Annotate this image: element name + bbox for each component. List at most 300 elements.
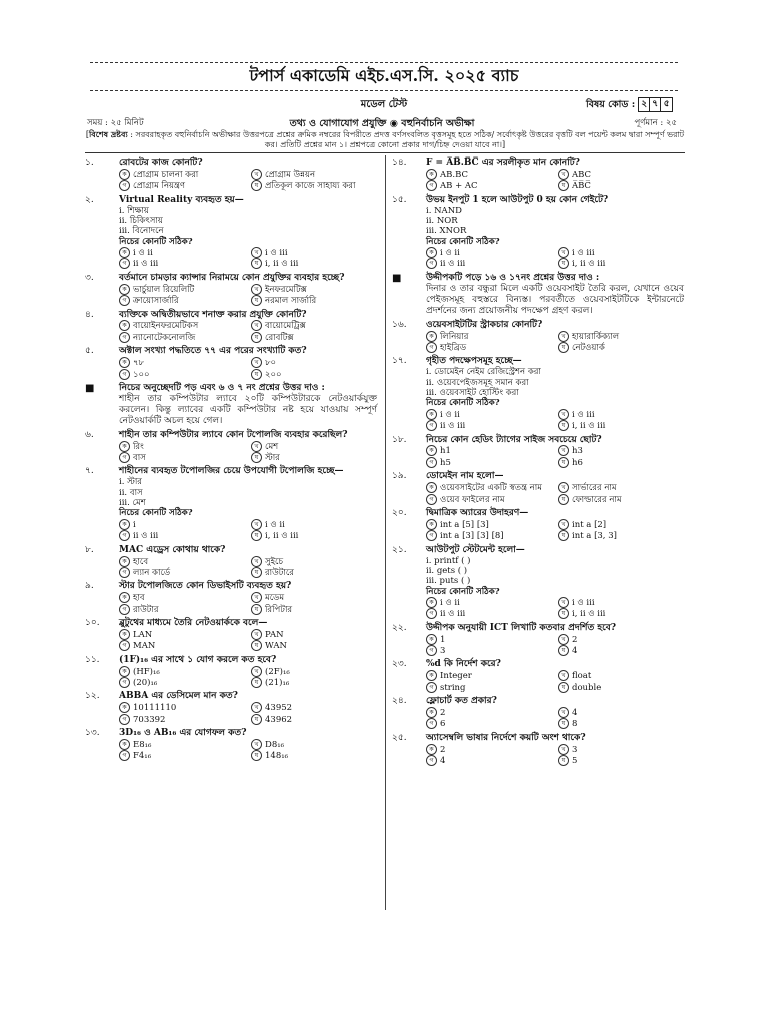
question-body [119, 728, 377, 762]
answer-option [251, 750, 377, 761]
option-text: ii ও iii [440, 609, 466, 620]
question-body [119, 466, 377, 541]
answer-option [558, 707, 684, 718]
answer-option [558, 682, 684, 693]
answer-option [119, 357, 245, 368]
answer-option [119, 640, 245, 651]
answer-options [426, 445, 684, 468]
option-text: প্রোগ্রাম চালনা করা [133, 169, 199, 180]
answer-options [119, 739, 377, 762]
statement-item: ii. বাস [119, 487, 143, 498]
option-mark-circle: ঘ [558, 342, 569, 353]
option-text: 5 [572, 756, 578, 767]
option-mark-circle: খ [251, 247, 262, 258]
question-item [392, 435, 684, 469]
statement-item: ii. gets ( ) [426, 565, 468, 576]
option-mark-circle: গ [426, 682, 437, 693]
option-mark-circle: গ [426, 342, 437, 353]
question-text: ব্লুটুথের মাধ্যমে তৈরি নেটওয়ার্ককে বলে— [119, 617, 268, 628]
question-item [392, 356, 684, 431]
option-mark-circle: গ [426, 755, 437, 766]
answer-option [119, 702, 245, 713]
answer-option [251, 332, 377, 343]
question-text: উভয় ইনপুট 1 হলে আউটপুট 0 হয় কোন গেইটে? [426, 194, 609, 205]
answer-option [119, 519, 245, 530]
option-text: (2F)₁₆ [265, 666, 290, 677]
answer-option [251, 739, 377, 750]
statement-item: ii. চিকিৎসায় [119, 216, 163, 227]
answer-option [426, 670, 552, 681]
answer-options [119, 592, 377, 615]
option-text: i ও ii [440, 597, 460, 608]
question-text: শাহীন তার কম্পিউটার ল্যাবে কোন টপোলজি ব্যবহার করেছিল? [119, 429, 348, 440]
answer-option [251, 530, 377, 541]
option-mark-circle: খ [251, 441, 262, 452]
option-mark-circle: খ [558, 169, 569, 180]
answer-option [251, 320, 377, 331]
answer-option [251, 519, 377, 530]
option-text: i ও ii [440, 409, 460, 420]
page-title: টপার্স একাডেমি এইচ.এস.সি. ২০২৫ ব্যাচ [249, 66, 519, 85]
option-mark-circle: ক [426, 519, 437, 530]
stimulus-paragraph: শাহীন তার কম্পিউটার ল্যাবে ২০টি কম্পিউটারকে নেটওয়ার্কযুক্ত করলেন। কিন্তু ল্যাবের একটি কম্পিউটার নষ্ট হয়ে যাওয়ায় সম্পূর্ণ নেটওয়ার্কটি অচল হয়ে গেল। [119, 393, 377, 426]
question-number: ৭. [85, 466, 94, 477]
answer-options [426, 409, 684, 432]
option-text: ii ও iii [133, 259, 159, 270]
title-dashed-rule [90, 90, 678, 91]
option-text: মেশ [265, 441, 279, 452]
option-text: নরমাল সার্জারি [265, 296, 317, 307]
option-text: ii ও iii [133, 531, 159, 542]
question-number: ২০. [392, 507, 407, 518]
question-body [119, 158, 377, 192]
answer-options [119, 320, 377, 343]
option-mark-circle: ক [119, 592, 130, 603]
which-correct-prompt: নিচের কোনটি সঠিক? [119, 508, 193, 519]
question-text: ডোমেইন নাম হলো— [426, 471, 504, 482]
option-mark-circle: ক [426, 247, 437, 258]
option-text: প্রতিকূল কাজে সাহায্য করা [265, 181, 356, 192]
option-mark-circle: ঘ [251, 750, 262, 761]
question-body [426, 320, 684, 354]
option-mark-circle: ক [426, 482, 437, 493]
option-text: 3 [572, 744, 578, 755]
answer-option [426, 420, 552, 431]
answer-option [558, 331, 684, 342]
answer-options [426, 331, 684, 354]
option-mark-circle: খ [251, 592, 262, 603]
option-text: হাবে [133, 556, 149, 567]
option-mark-circle: গ [119, 258, 130, 269]
answer-option [426, 180, 552, 191]
option-text: সার্ভারের নাম [572, 483, 617, 494]
question-item [85, 346, 377, 380]
model-test-heading: মডেল টেস্ট [360, 99, 408, 110]
option-text: i [133, 519, 136, 530]
question-text: স্টার টপোলজিতে কোন ডিভাইসটি ব্যবহৃত হয়? [119, 581, 292, 592]
question-body [119, 581, 377, 615]
statement-item: iii. মেশ [119, 498, 146, 509]
top-dashed-rule [90, 62, 678, 63]
option-mark-circle: ঘ [251, 530, 262, 541]
option-mark-circle: গ [426, 718, 437, 729]
question-text: F = A̅B̅.B̅C̅ এর সরলীকৃত মান কোনটি? [426, 158, 580, 168]
answer-options [119, 702, 377, 725]
answer-option [426, 530, 552, 541]
option-text: ৭৮ [133, 358, 145, 369]
answer-option [251, 592, 377, 603]
question-body [426, 659, 684, 693]
option-mark-circle: গ [426, 420, 437, 431]
option-mark-circle: খ [251, 629, 262, 640]
option-mark-circle: গ [119, 452, 130, 463]
answer-options [119, 629, 377, 652]
answer-option [251, 258, 377, 269]
answer-option [426, 634, 552, 645]
answer-options [426, 247, 684, 270]
option-mark-circle: ক [119, 739, 130, 750]
option-mark-circle: খ [558, 670, 569, 681]
option-text: 148₁₆ [265, 751, 289, 762]
statement-item: i. ডোমেইন নেইম রেজিস্ট্রেশন করা [426, 367, 541, 378]
option-mark-circle: খ [558, 482, 569, 493]
question-body [426, 508, 684, 542]
answer-option [119, 739, 245, 750]
option-mark-circle: ক [119, 320, 130, 331]
option-text: প্রোগ্রাম উন্নয়ন [265, 169, 316, 180]
option-text: 2 [440, 708, 446, 719]
subject-code-digit: ৭ [650, 98, 661, 111]
answer-option [251, 284, 377, 295]
option-text: ওয়েবসাইটের একটি স্বতন্ত্র নাম [440, 483, 542, 494]
option-mark-circle: ঘ [558, 718, 569, 729]
option-text: নেটওয়ার্ক [572, 343, 605, 354]
statement-item: i. NAND [426, 205, 462, 216]
option-mark-circle: গ [119, 714, 130, 725]
option-text: i, ii ও iii [265, 259, 299, 270]
option-mark-circle: ক [119, 666, 130, 677]
option-mark-circle: গ [119, 530, 130, 541]
question-number: ১৩. [85, 728, 100, 738]
answer-option [558, 169, 684, 180]
option-mark-circle: ঘ [251, 640, 262, 651]
option-mark-circle: খ [251, 284, 262, 295]
answer-option [558, 530, 684, 541]
answer-option [119, 666, 245, 677]
note-text: : সরবরাহকৃত বহুনির্বাচনি অভীক্ষার উত্তরপত্রে প্রশ্নের ক্রমিক নম্বরের বিপরীতে প্রদত্ত বর্ণসংবলিত বৃত্তসমূহ হতে সঠিক/ সর্বোৎকৃষ্ট উত্তরের বৃত্তটি বল পয়েন্ট কলম দ্বারা সম্পূর্ণ ভরাট কর। প্রতিটি প্রশ্নের মান ১। প্রশ্নপত্রে কোনো প্রকার দাগ/চিহ্ন দেওয়া যাবে না।] [127, 130, 685, 150]
option-mark-circle: ঘ [558, 530, 569, 541]
option-mark-circle: ঘ [558, 494, 569, 505]
option-text: WAN [265, 641, 287, 652]
option-text: i, ii ও iii [265, 531, 299, 542]
statement-item: i. printf ( ) [426, 555, 471, 566]
option-mark-circle: ঘ [558, 180, 569, 191]
question-text: উদ্দীপকটি পড়ে ১৬ ও ১৭নং প্রশ্নের উত্তর দাও : [426, 272, 600, 283]
question-item [85, 466, 377, 541]
question-number: ২৩. [392, 659, 407, 670]
option-mark-circle: গ [426, 645, 437, 656]
option-text: D8₁₆ [265, 739, 285, 750]
answer-option [558, 608, 684, 619]
question-text: নিচের কোন হেডিং ট্যাগের সাইজ সবচেয়ে ছোট? [426, 434, 602, 445]
option-text: ii ও iii [440, 421, 466, 432]
option-text: 2 [440, 744, 446, 755]
question-number: ৩. [85, 272, 94, 283]
question-body [426, 435, 684, 469]
question-body [119, 383, 377, 427]
question-item [85, 195, 377, 270]
question-body [426, 545, 684, 620]
option-text: (21)₁₆ [265, 677, 290, 688]
question-item [392, 623, 684, 657]
option-text: ন্যানোটেকনোলজি [133, 332, 196, 343]
option-text: সুইচে [265, 556, 284, 567]
left-question-column [85, 155, 377, 762]
option-text: বাস [133, 453, 146, 464]
option-mark-circle: ঘ [558, 645, 569, 656]
question-text: %d কি নির্দেশ করে? [426, 659, 501, 670]
option-text: রিপিটার [265, 604, 293, 615]
answer-option [426, 258, 552, 269]
question-body [426, 471, 684, 505]
question-item [392, 508, 684, 542]
option-text: 10111110 [133, 703, 177, 714]
option-mark-circle: ঘ [251, 567, 262, 578]
statement-item: ii. ওয়েবপেইজসমূহ সমান করা [426, 377, 529, 388]
option-text: A̅B̅C̅ [572, 181, 591, 192]
question-number: ১২. [85, 691, 100, 702]
answer-options [119, 284, 377, 307]
option-text: ইনফরমেটিক্স [265, 284, 307, 295]
option-mark-circle: ক [426, 169, 437, 180]
question-text: নিচের অনুচ্ছেদটি পড় এবং ৬ ও ৭ নং প্রশ্নের উত্তর দাও : [119, 382, 325, 393]
option-mark-circle: খ [558, 744, 569, 755]
question-number: ১৪. [392, 158, 407, 168]
option-mark-circle: গ [119, 180, 130, 191]
option-text: 6 [440, 719, 446, 730]
answer-option [426, 342, 552, 353]
answer-option [558, 519, 684, 530]
option-text: i ও iii [572, 409, 595, 420]
option-text: string [440, 682, 466, 693]
answer-option [251, 441, 377, 452]
subject-code-digit: ২ [639, 98, 650, 111]
option-mark-circle: গ [119, 295, 130, 306]
option-text: 43952 [265, 703, 293, 714]
option-text: প্রোগ্রাম নিয়ন্ত্রণ [133, 181, 186, 192]
answer-option [426, 597, 552, 608]
answer-option [558, 670, 684, 681]
option-text: লিনিয়ার [440, 331, 469, 342]
answer-option [426, 744, 552, 755]
option-mark-circle: খ [251, 702, 262, 713]
answer-options [119, 519, 377, 542]
answer-option [251, 369, 377, 380]
question-text: দ্বিমাত্রিক অ্যারের উদাহরণ— [426, 507, 529, 518]
option-text: 4 [440, 756, 446, 767]
question-item [85, 430, 377, 464]
answer-option [558, 494, 684, 505]
option-text: int a [2] [572, 519, 607, 530]
option-text: i ও iii [265, 248, 288, 259]
answer-option [119, 284, 245, 295]
option-mark-circle: ঘ [558, 420, 569, 431]
which-correct-prompt: নিচের কোনটি সঠিক? [426, 398, 500, 409]
answer-option [119, 169, 245, 180]
question-body [119, 691, 377, 725]
option-mark-circle: ঘ [251, 332, 262, 343]
question-text: বর্তমানে চামড়ার ক্যান্সার নিরাময়ে কোন প্রযুক্তির ব্যবহার হচ্ছে? [119, 272, 345, 283]
option-mark-circle: গ [426, 457, 437, 468]
answer-option [119, 258, 245, 269]
option-mark-circle: গ [119, 567, 130, 578]
option-text: ক্রায়োসার্জারি [133, 296, 179, 307]
question-number: ■ [392, 272, 402, 284]
option-mark-circle: ক [119, 357, 130, 368]
option-text: float [572, 671, 592, 682]
question-body [119, 545, 377, 579]
answer-option [558, 180, 684, 191]
answer-options [119, 247, 377, 270]
answer-options [119, 441, 377, 464]
answer-option [119, 677, 245, 688]
answer-option [251, 556, 377, 567]
option-text: (20)₁₆ [133, 677, 158, 688]
option-text: h5 [440, 457, 451, 468]
option-text: i ও ii [440, 248, 460, 259]
option-text: 703392 [133, 714, 166, 725]
option-mark-circle: খ [558, 247, 569, 258]
special-note [85, 129, 685, 153]
option-text: h6 [572, 457, 583, 468]
answer-option [251, 629, 377, 640]
option-mark-circle: খ [251, 169, 262, 180]
question-number: ৬. [85, 429, 94, 440]
question-body [426, 733, 684, 767]
option-mark-circle: খ [558, 331, 569, 342]
question-number: ৫. [85, 346, 94, 357]
question-text: গৃহীত পদক্ষেপসমূহ হচ্ছে— [426, 356, 522, 367]
option-mark-circle: খ [251, 357, 262, 368]
answer-options [119, 169, 377, 192]
option-text: int a [3] [3] [8] [440, 531, 504, 542]
answer-option [558, 445, 684, 456]
question-body [119, 310, 377, 344]
statement-item: iii. বিনোদনে [119, 226, 164, 237]
option-text: i ও ii [133, 248, 153, 259]
question-item [392, 195, 684, 270]
answer-options [426, 482, 684, 505]
statement-item: i. শিক্ষায় [119, 205, 149, 216]
option-mark-circle: খ [251, 556, 262, 567]
answer-option [558, 258, 684, 269]
answer-option [119, 332, 245, 343]
option-text: i ও ii [265, 519, 285, 530]
option-mark-circle: ঘ [251, 677, 262, 688]
option-text: LAN [133, 629, 153, 640]
answer-option [558, 247, 684, 258]
option-mark-circle: ঘ [251, 369, 262, 380]
answer-option [119, 604, 245, 615]
option-text: 3 [440, 646, 446, 657]
question-body [426, 158, 684, 192]
question-item [85, 655, 377, 689]
question-item [85, 728, 377, 762]
option-text: বায়োমেট্রিক্স [265, 321, 306, 332]
option-mark-circle: ক [426, 634, 437, 645]
answer-option [251, 247, 377, 258]
answer-options [426, 744, 684, 767]
option-mark-circle: গ [119, 369, 130, 380]
answer-option [119, 452, 245, 463]
option-mark-circle: ক [119, 519, 130, 530]
option-mark-circle: ক [119, 629, 130, 640]
question-body [119, 430, 377, 464]
option-text: i ও iii [572, 597, 595, 608]
answer-option [558, 597, 684, 608]
option-mark-circle: খ [558, 634, 569, 645]
question-item [392, 659, 684, 693]
option-text: স্টার [265, 453, 280, 464]
subject-code [586, 97, 673, 112]
answer-option [426, 494, 552, 505]
option-mark-circle: গ [119, 640, 130, 651]
question-text: ABBA এর ডেসিমেল মান কত? [119, 691, 238, 702]
subject-code-label: বিষয় কোড : [586, 98, 636, 110]
answer-option [426, 331, 552, 342]
answer-options [426, 670, 684, 693]
answer-option [251, 640, 377, 651]
option-mark-circle: ঘ [251, 714, 262, 725]
option-mark-circle: ঘ [558, 258, 569, 269]
question-number: ১০. [85, 617, 100, 628]
question-item [392, 545, 684, 620]
answer-options [426, 597, 684, 620]
question-body [119, 346, 377, 380]
question-text: ব্যক্তিকে অদ্বিতীয়ভাবে শনাক্ত করার প্রযুক্তি কোনটি? [119, 309, 307, 320]
option-text: h3 [572, 446, 583, 457]
answer-option [426, 169, 552, 180]
question-item [392, 320, 684, 354]
option-text: int a [3, 3] [572, 531, 617, 542]
option-mark-circle: খ [251, 666, 262, 677]
option-text: 1 [440, 634, 446, 645]
question-text: (1F)₁₆ এর সাথে ১ যোগ করলে কত হবে? [119, 654, 277, 665]
option-text: রাউটার [133, 604, 159, 615]
answer-option [251, 666, 377, 677]
option-text: (HF)₁₆ [133, 666, 160, 677]
answer-option [119, 320, 245, 331]
option-text: i, ii ও iii [572, 609, 606, 620]
answer-option [251, 452, 377, 463]
option-text: হাব [133, 593, 145, 604]
answer-option [119, 295, 245, 306]
answer-option [426, 457, 552, 468]
answer-option [426, 608, 552, 619]
answer-option [558, 645, 684, 656]
question-text: অ্যাসেম্বলি ভাষার নির্দেশে কয়টি অংশ থাকে? [426, 732, 586, 743]
option-text: ১০০ [133, 369, 150, 380]
option-mark-circle: গ [119, 332, 130, 343]
option-mark-circle: ঘ [558, 682, 569, 693]
answer-option [119, 180, 245, 191]
option-text: ৮০ [265, 358, 277, 369]
question-number: ২. [85, 194, 94, 205]
subject-code-digit: ৫ [663, 99, 670, 109]
option-mark-circle: গ [119, 750, 130, 761]
answer-option [251, 714, 377, 725]
option-text: h1 [440, 446, 451, 457]
